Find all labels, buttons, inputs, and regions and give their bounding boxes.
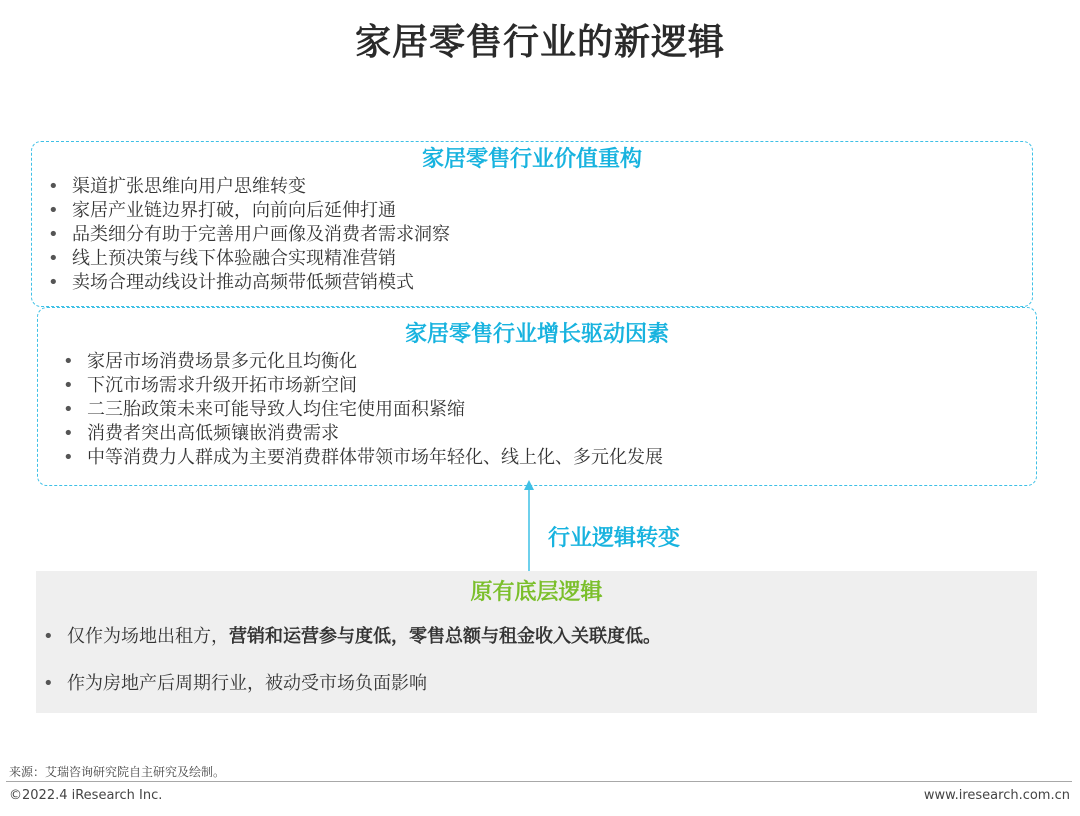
list-item: • 作为房地产后周期行业，被动受市场负面影响 — [67, 671, 1037, 697]
copyright: ©2022.4 iResearch Inc. — [9, 788, 163, 803]
growth-drivers-box — [37, 307, 1037, 486]
list-item: • 下沉市场需求升级开拓市场新空间 — [87, 374, 1036, 398]
item-emphasis: 营销和运营参与度低，零售总额与租金收入关联度低。 — [229, 626, 661, 647]
list-item — [67, 624, 1037, 650]
original-logic-heading: 原有底层逻辑 — [470, 580, 603, 605]
site-url: www.iresearch.com.cn — [923, 788, 1070, 803]
page-title: 家居零售行业的新逻辑 — [354, 22, 725, 63]
up-arrow-icon — [519, 480, 539, 575]
transition-label: 行业逻辑转变 — [548, 526, 681, 551]
value-restructure-heading: 家居零售行业价值重构 — [421, 147, 642, 172]
list-item: • 二三胎政策未来可能导致人均住宅使用面积紧缩 — [87, 398, 1036, 422]
original-logic-list — [67, 624, 1037, 697]
source-note: 来源：艾瑞咨询研究院自主研究及绘制。 — [9, 765, 226, 779]
list-item: • 渠道扩张思维向用户思维转变 — [72, 175, 1032, 199]
growth-drivers-list — [87, 350, 1036, 470]
list-item: • 品类细分有助于完善用户画像及消费者需求洞察 — [72, 223, 1032, 247]
original-logic-box — [36, 571, 1037, 713]
growth-drivers-heading: 家居零售行业增长驱动因素 — [404, 322, 669, 347]
list-item: • 消费者突出高低频镶嵌消费需求 — [87, 422, 1036, 446]
item-text: 仅作为场地出租方， — [67, 626, 229, 647]
list-item: • 中等消费力人群成为主要消费群体带领市场年轻化、线上化、多元化发展 — [87, 446, 1036, 470]
list-item: • 线上预决策与线下体验融合实现精准营销 — [72, 247, 1032, 271]
list-item: • 家居市场消费场景多元化且均衡化 — [87, 350, 1036, 374]
footer-divider — [6, 781, 1072, 782]
value-restructure-list — [72, 175, 1032, 295]
value-restructure-box — [31, 141, 1033, 307]
list-item: • 家居产业链边界打破，向前向后延伸打通 — [72, 199, 1032, 223]
list-item: • 卖场合理动线设计推动高频带低频营销模式 — [72, 271, 1032, 295]
